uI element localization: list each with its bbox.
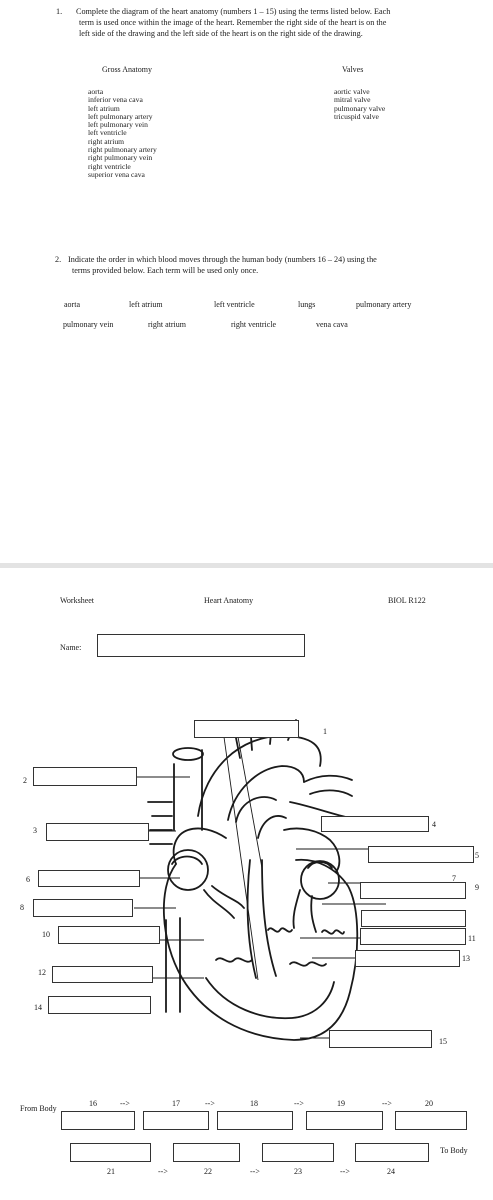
worksheet-page-2 (0, 568, 493, 1200)
list-item: left ventricle (88, 128, 127, 138)
diagram-number-8: 8 (20, 903, 24, 912)
list-item: left pulmonary vein (88, 120, 148, 130)
diagram-number-6: 6 (26, 875, 30, 884)
q1-line-2: term is used once within the image of the heart. Remember the right side of the heart is on the (79, 18, 387, 27)
header-worksheet: Worksheet (60, 596, 95, 605)
q2-number: 2. (55, 255, 62, 264)
flow-number-21: 21 (107, 1167, 115, 1176)
label-box-5[interactable] (368, 846, 474, 863)
q1-line-1: Complete the diagram of the heart anatomy (numbers 1 – 15) using the terms listed below. Each (76, 7, 391, 16)
diagram-number-2: 2 (23, 776, 27, 785)
flow-arrow: --> (294, 1099, 304, 1108)
flow-number-20: 20 (425, 1099, 433, 1108)
term-right-atrium: right atrium (148, 320, 186, 329)
term-lungs: lungs (298, 300, 316, 309)
flow-box-19[interactable] (306, 1111, 383, 1130)
list-item: mitral valve (334, 95, 371, 105)
valves-list (334, 88, 385, 121)
flow-box-23[interactable] (262, 1143, 334, 1162)
label-box-2[interactable] (33, 767, 137, 786)
flow-arrow: --> (340, 1167, 350, 1176)
label-box-12[interactable] (52, 966, 153, 983)
flow-number-16: 16 (89, 1099, 97, 1108)
list-item: right pulmonary vein (88, 153, 153, 163)
flow-number-18: 18 (250, 1099, 258, 1108)
to-body-label: To Body (440, 1146, 468, 1155)
term-pulmonary-vein: pulmonary vein (63, 320, 114, 329)
flow-arrow: --> (205, 1099, 215, 1108)
flow-arrow: --> (250, 1167, 260, 1176)
flow-arrow: --> (382, 1099, 392, 1108)
list-item: left atrium (88, 103, 120, 113)
flow-number-19: 19 (337, 1099, 345, 1108)
flow-number-23: 23 (294, 1167, 302, 1176)
flow-box-17[interactable] (143, 1111, 209, 1130)
label-box-15[interactable] (329, 1030, 432, 1048)
label-box-13[interactable] (355, 950, 460, 967)
q2-line-1: Indicate the order in which blood moves through the human body (numbers 16 – 24) using the (68, 255, 377, 264)
term-vena-cava: vena cava (316, 320, 348, 329)
header-course: BIOL R122 (388, 596, 426, 605)
diagram-number-15: 15 (439, 1037, 447, 1046)
label-box-9[interactable] (361, 910, 466, 927)
flow-box-24[interactable] (355, 1143, 429, 1162)
diagram-number-7: 7 (452, 874, 456, 883)
term-aorta: aorta (64, 300, 80, 309)
worksheet-page-1 (0, 0, 493, 563)
flow-number-17: 17 (172, 1099, 180, 1108)
diagram-number-9: 9 (475, 883, 479, 892)
diagram-number-10: 10 (42, 930, 50, 939)
diagram-number-12: 12 (38, 968, 46, 977)
list-item: left pulmonary artery (88, 111, 153, 121)
flow-number-24: 24 (387, 1167, 395, 1176)
term-right-ventricle: right ventricle (231, 320, 277, 329)
list-item: aortic valve (334, 87, 370, 96)
list-item: right ventricle (88, 161, 131, 171)
flow-box-18[interactable] (217, 1111, 293, 1130)
q1-line-3: left side of the drawing and the left side of the heart is on the right side of the drawing. (79, 29, 363, 38)
header-title: Heart Anatomy (204, 596, 254, 605)
q2-line-2: terms provided below. Each term will be used only once. (72, 266, 259, 275)
list-item: superior vena cava (88, 169, 145, 179)
valves-heading: Valves (342, 65, 364, 74)
diagram-number-13: 13 (462, 954, 470, 963)
term-left-ventricle: left ventricle (214, 300, 255, 309)
flow-box-16[interactable] (61, 1111, 135, 1130)
label-box-1[interactable] (194, 720, 299, 738)
flow-box-21[interactable] (70, 1143, 151, 1162)
list-item: tricuspid valve (334, 111, 379, 121)
label-box-7[interactable] (360, 882, 466, 899)
diagram-number-4: 4 (432, 820, 436, 829)
diagram-number-11: 11 (468, 934, 476, 943)
flow-arrow: --> (120, 1099, 130, 1108)
list-item: right pulmonary artery (88, 145, 157, 155)
diagram-number-14: 14 (34, 1003, 42, 1012)
list-item: right atrium (88, 136, 125, 146)
list-item: inferior vena cava (88, 95, 143, 105)
name-label: Name: (60, 643, 82, 652)
label-box-4[interactable] (321, 816, 429, 832)
q1-number: 1. (56, 7, 63, 16)
label-box-14[interactable] (48, 996, 151, 1014)
flow-number-22: 22 (204, 1167, 212, 1176)
from-body-label: From Body (20, 1104, 57, 1113)
diagram-number-3: 3 (33, 826, 37, 835)
flow-box-20[interactable] (395, 1111, 467, 1130)
diagram-number-1: 1 (323, 727, 327, 736)
label-box-3[interactable] (46, 823, 149, 841)
gross-anatomy-heading: Gross Anatomy (102, 65, 152, 74)
list-item: pulmonary valve (334, 103, 386, 113)
list-item: aorta (88, 87, 104, 96)
label-box-11[interactable] (360, 928, 466, 945)
flow-box-22[interactable] (173, 1143, 240, 1162)
label-box-8[interactable] (33, 899, 133, 917)
gross-anatomy-list (88, 88, 157, 179)
term-left-atrium: left atrium (129, 300, 163, 309)
label-box-10[interactable] (58, 926, 160, 944)
label-box-6[interactable] (38, 870, 140, 887)
term-pulmonary-artery: pulmonary artery (356, 300, 412, 309)
flow-arrow: --> (158, 1167, 168, 1176)
diagram-number-5: 5 (475, 851, 479, 860)
